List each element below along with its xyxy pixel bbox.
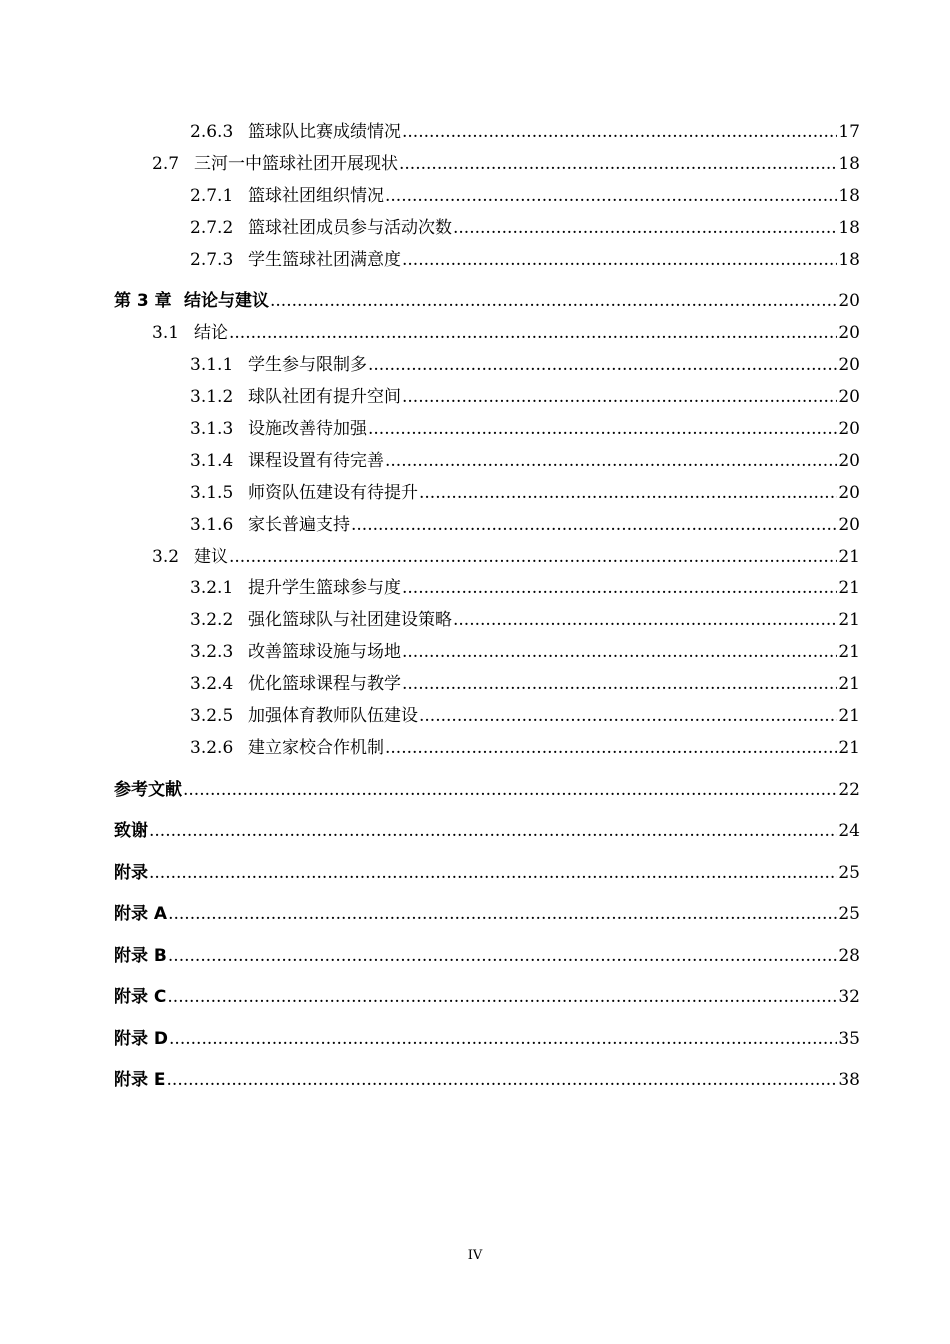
toc-entry-page: 20 bbox=[838, 355, 860, 375]
toc-entry-page: 35 bbox=[838, 1029, 860, 1049]
dot-leader bbox=[229, 322, 837, 344]
dot-leader bbox=[402, 673, 837, 695]
dot-leader bbox=[149, 820, 837, 842]
toc-entry-page: 20 bbox=[838, 451, 860, 471]
toc-entry-page: 21 bbox=[838, 642, 860, 662]
toc-entry[interactable] bbox=[190, 482, 860, 504]
toc-entry-title: 家长普遍支持 bbox=[248, 515, 350, 535]
toc-entry-title: 致谢 bbox=[114, 821, 148, 841]
toc-entry-number: 3.2.1 bbox=[190, 578, 234, 598]
toc-entry-page: 18 bbox=[838, 250, 860, 270]
toc-entry-number: 3.1.4 bbox=[190, 451, 234, 471]
toc-entry-number: 3.2.4 bbox=[190, 674, 234, 694]
dot-leader bbox=[149, 862, 837, 884]
toc-entry-number: 3.2.3 bbox=[190, 642, 234, 662]
dot-leader bbox=[368, 418, 837, 440]
toc-entry-page: 21 bbox=[838, 674, 860, 694]
toc-entry[interactable] bbox=[114, 986, 860, 1008]
toc-entry-title: 学生参与限制多 bbox=[248, 355, 367, 375]
toc-entry-title: 师资队伍建设有待提升 bbox=[248, 483, 418, 503]
toc-entry-page: 18 bbox=[838, 154, 860, 174]
dot-leader bbox=[385, 737, 837, 759]
toc-entry-page: 20 bbox=[838, 291, 860, 311]
dot-leader bbox=[419, 482, 837, 504]
toc-entry-page: 20 bbox=[838, 387, 860, 407]
toc-entry-title: 提升学生篮球参与度 bbox=[248, 578, 401, 598]
toc-entry[interactable] bbox=[190, 354, 860, 376]
toc-entry[interactable] bbox=[152, 322, 860, 344]
dot-leader bbox=[402, 641, 837, 663]
dot-leader bbox=[167, 1069, 838, 1091]
toc-entry[interactable] bbox=[190, 185, 860, 207]
toc-entry-number: 3.1.2 bbox=[190, 387, 234, 407]
toc-entry-page: 20 bbox=[838, 323, 860, 343]
toc-entry[interactable] bbox=[190, 418, 860, 440]
toc-entry[interactable] bbox=[152, 153, 860, 175]
toc-entry-title: 结论 bbox=[194, 323, 228, 343]
toc-entry-title: 附录 D bbox=[114, 1029, 169, 1049]
toc-entry-title: 课程设置有待完善 bbox=[248, 451, 384, 471]
dot-leader bbox=[229, 546, 837, 568]
toc-entry[interactable] bbox=[190, 577, 860, 599]
toc-entry-page: 21 bbox=[838, 738, 860, 758]
toc-entry[interactable] bbox=[114, 1069, 860, 1091]
toc-entry-number: 3.2 bbox=[152, 547, 180, 567]
toc-entry[interactable] bbox=[190, 737, 860, 759]
toc-entry-title: 球队社团有提升空间 bbox=[248, 387, 401, 407]
toc-entry-page: 32 bbox=[838, 987, 860, 1007]
toc-entry-page: 25 bbox=[838, 904, 860, 924]
dot-leader bbox=[453, 609, 837, 631]
toc-entry[interactable] bbox=[190, 450, 860, 472]
dot-leader bbox=[169, 1028, 837, 1050]
toc-entry-page: 18 bbox=[838, 186, 860, 206]
dot-leader bbox=[167, 986, 837, 1008]
toc-entry-number: 3.2.5 bbox=[190, 706, 234, 726]
dot-leader bbox=[168, 903, 837, 925]
toc-entry-title: 建立家校合作机制 bbox=[248, 738, 384, 758]
toc-entry-title: 结论与建议 bbox=[184, 291, 269, 311]
toc-entry[interactable] bbox=[114, 820, 860, 842]
toc-entry-title: 建议 bbox=[194, 547, 228, 567]
toc-entry-number: 2.7.3 bbox=[190, 250, 234, 270]
toc-entry[interactable] bbox=[190, 249, 860, 271]
toc-entry-number: 3.1.3 bbox=[190, 419, 234, 439]
toc-entry-page: 22 bbox=[838, 780, 860, 800]
toc-entry-page: 21 bbox=[838, 578, 860, 598]
toc-entry-number: 2.6.3 bbox=[190, 122, 234, 142]
dot-leader bbox=[402, 386, 837, 408]
dot-leader bbox=[385, 450, 837, 472]
toc-entry-page: 21 bbox=[838, 610, 860, 630]
toc-entry-page: 21 bbox=[838, 706, 860, 726]
toc-entry-title: 附录 A bbox=[114, 904, 168, 924]
toc-entry[interactable] bbox=[114, 779, 860, 801]
toc-entry-page: 24 bbox=[838, 821, 860, 841]
toc-entry-title: 附录 bbox=[114, 863, 148, 883]
toc-entry-title: 优化篮球课程与教学 bbox=[248, 674, 401, 694]
toc-entry-page: 18 bbox=[838, 218, 860, 238]
toc-entry[interactable] bbox=[190, 705, 860, 727]
toc-entry[interactable] bbox=[190, 514, 860, 536]
page-number: IV bbox=[467, 1248, 483, 1263]
toc-entry[interactable] bbox=[190, 641, 860, 663]
toc-entry-number: 3.2.6 bbox=[190, 738, 234, 758]
toc-entry-number: 2.7.1 bbox=[190, 186, 234, 206]
dot-leader bbox=[402, 577, 837, 599]
toc-entry[interactable] bbox=[152, 546, 860, 568]
toc-entry-page: 28 bbox=[838, 946, 860, 966]
dot-leader bbox=[368, 354, 837, 376]
toc-entry[interactable] bbox=[114, 862, 860, 884]
toc-entry[interactable] bbox=[114, 903, 860, 925]
dot-leader bbox=[351, 514, 837, 536]
dot-leader bbox=[402, 249, 837, 271]
dot-leader bbox=[270, 290, 837, 312]
toc-entry[interactable] bbox=[114, 1028, 860, 1050]
toc-entry[interactable] bbox=[190, 121, 860, 143]
toc-entry-number: 3.1.6 bbox=[190, 515, 234, 535]
toc-entry-title: 参考文献 bbox=[114, 780, 182, 800]
toc-entry-title: 改善篮球设施与场地 bbox=[248, 642, 401, 662]
toc-entry-page: 20 bbox=[838, 419, 860, 439]
toc-entry-page: 20 bbox=[838, 515, 860, 535]
toc-entry-page: 20 bbox=[838, 483, 860, 503]
toc-entry-title: 三河一中篮球社团开展现状 bbox=[194, 154, 398, 174]
dot-leader bbox=[399, 153, 837, 175]
toc-entry[interactable] bbox=[190, 673, 860, 695]
dot-leader bbox=[168, 945, 837, 967]
toc-entry-title: 加强体育教师队伍建设 bbox=[248, 706, 418, 726]
toc-entry[interactable] bbox=[114, 290, 860, 312]
toc-entry-number: 3.2.2 bbox=[190, 610, 234, 630]
toc-entry-number: 3.1.1 bbox=[190, 355, 234, 375]
toc-entry-title: 篮球社团成员参与活动次数 bbox=[248, 218, 452, 238]
dot-leader bbox=[402, 121, 837, 143]
toc-entry-page: 38 bbox=[838, 1070, 860, 1090]
toc-entry[interactable] bbox=[190, 217, 860, 239]
toc-entry[interactable] bbox=[190, 386, 860, 408]
toc-entry-title: 设施改善待加强 bbox=[248, 419, 367, 439]
toc-entry-title: 学生篮球社团满意度 bbox=[248, 250, 401, 270]
dot-leader bbox=[419, 705, 837, 727]
dot-leader bbox=[385, 185, 837, 207]
toc-entry-number: 第 3 章 bbox=[114, 291, 172, 311]
toc-entry-page: 17 bbox=[838, 122, 860, 142]
toc-entry-number: 2.7.2 bbox=[190, 218, 234, 238]
toc-entry-title: 附录 B bbox=[114, 946, 167, 966]
toc-entry[interactable] bbox=[190, 609, 860, 631]
toc-entry-title: 附录 C bbox=[114, 987, 167, 1007]
toc-entry-title: 附录 E bbox=[114, 1070, 166, 1090]
toc-entry[interactable] bbox=[114, 945, 860, 967]
toc-entry-title: 强化篮球队与社团建设策略 bbox=[248, 610, 452, 630]
toc-entry-page: 21 bbox=[838, 547, 860, 567]
toc-entry-number: 3.1 bbox=[152, 323, 180, 343]
dot-leader bbox=[453, 217, 837, 239]
toc-entry-number: 2.7 bbox=[152, 154, 180, 174]
dot-leader bbox=[183, 779, 837, 801]
toc-entry-title: 篮球队比赛成绩情况 bbox=[248, 122, 401, 142]
toc-entry-title: 篮球社团组织情况 bbox=[248, 186, 384, 206]
toc-entry-page: 25 bbox=[838, 863, 860, 883]
toc-entry-number: 3.1.5 bbox=[190, 483, 234, 503]
